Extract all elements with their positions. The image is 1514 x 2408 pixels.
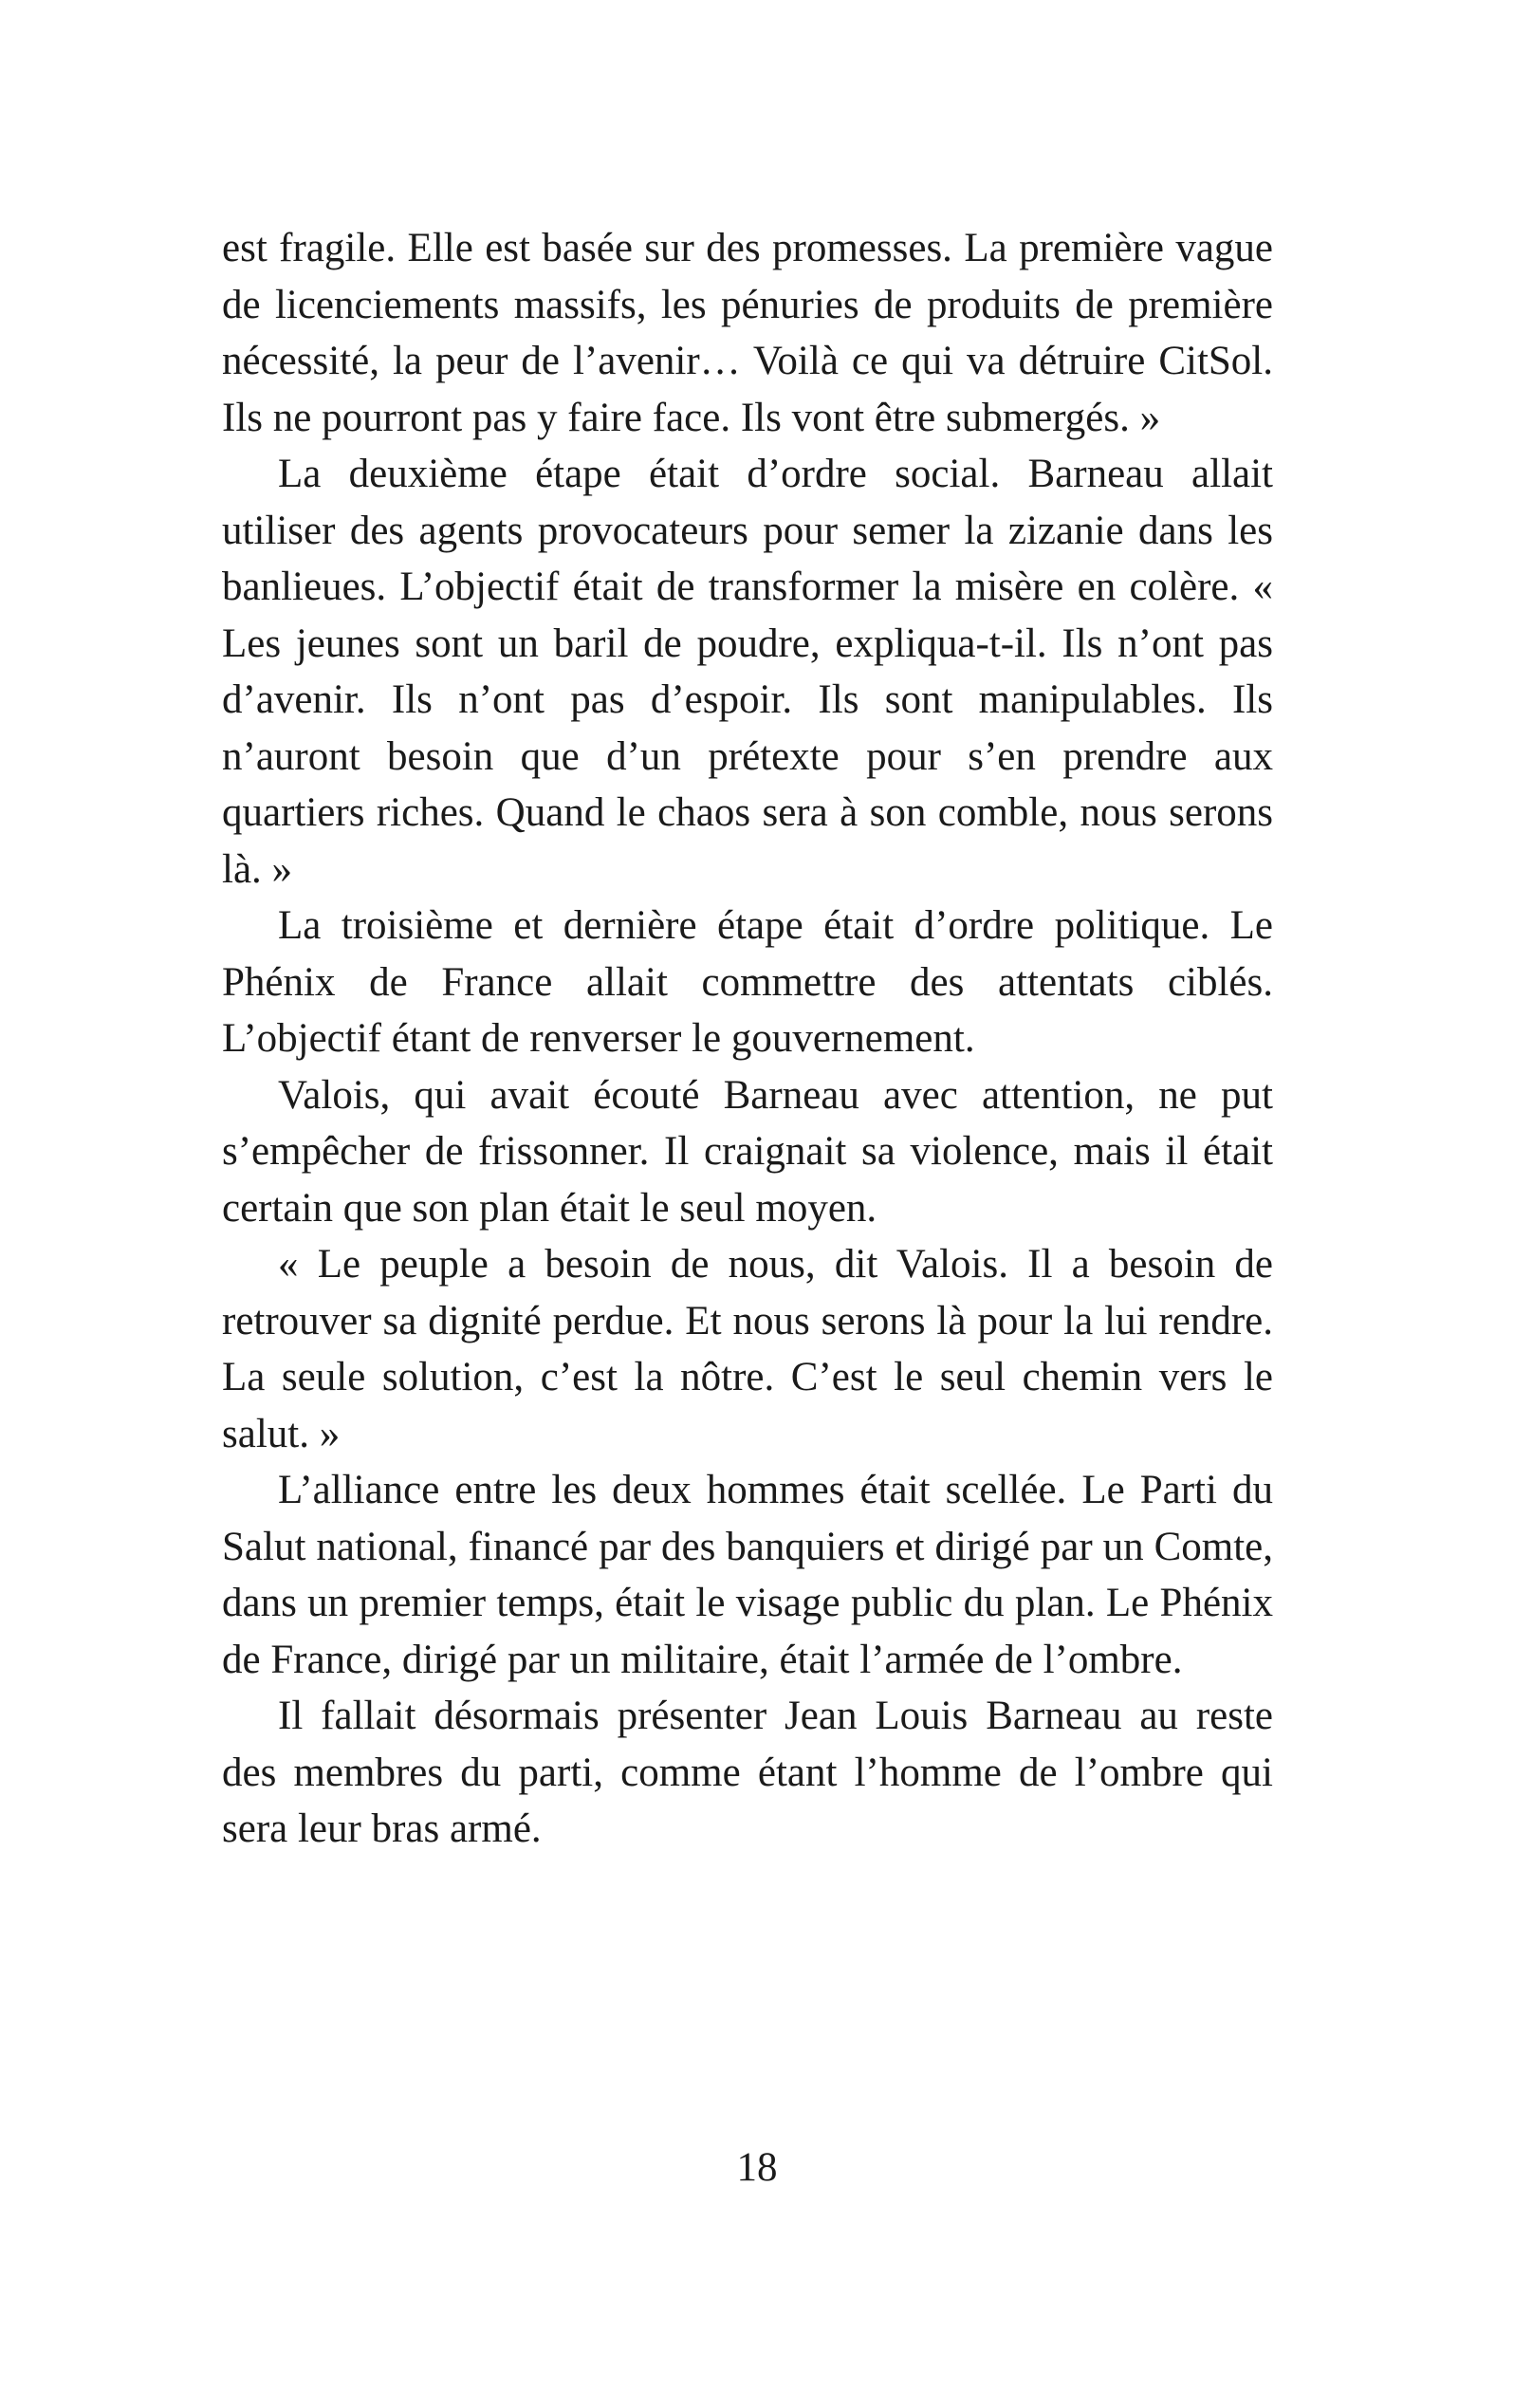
paragraph-presentation: Il fallait désormais présenter Jean Louis Barneau au reste des membres du parti, comme étant l’homme de l’ombre qui sera leur bras armé. bbox=[222, 1694, 1273, 1851]
paragraph-troisieme-etape: La troisième et dernière étape était d’ordre politique. Le Phénix de France allait commettre des attentats ciblés. L’objectif étant de renverser le gouvernement. bbox=[222, 903, 1273, 1061]
page-number: 18 bbox=[736, 2145, 778, 2190]
paragraph-alliance: L’alliance entre les deux hommes était scellée. Le Parti du Salut national, financé par des banquiers et dirigé par un Comte, dans un premier temps, était le visage public du plan. Le Phénix de France, dirigé par un militaire, était l’armée de l’ombre. bbox=[222, 1468, 1273, 1682]
paragraph-valois-dialogue: « Le peuple a besoin de nous, dit Valois. Il a besoin de retrouver sa dignité perdue. Et nous serons là pour la lui rendre. La seule solution, c’est la nôtre. C’est le seul chemin vers le salut. » bbox=[222, 1242, 1273, 1456]
paragraph-continued: est fragile. Elle est basée sur des promesses. La première vague de licenciements massifs, les pénuries de produits de première nécessité, la peur de l’avenir… Voilà ce qui va détruire CitSol. Ils ne pourront pas y faire face. Ils vont être submergés. » bbox=[222, 226, 1273, 440]
body-text bbox=[222, 220, 1273, 1858]
paragraph-valois-ecoute: Valois, qui avait écouté Barneau avec attention, ne put s’empêcher de frissonner. Il craignait sa violence, mais il était certain que son plan était le seul moyen. bbox=[222, 1072, 1273, 1231]
paragraph-deuxieme-etape: La deuxième étape était d’ordre social. Barneau allait utiliser des agents provocateurs pour semer la zizanie dans les banlieues. L’objectif était de transformer la misère en colère. « Les jeunes sont un baril de poudre, expliqua-t-il. Ils n’ont pas d’avenir. Ils n’ont pas d’espoir. Ils sont manipulables. Ils n’auront besoin que d’un prétexte pour s’en prendre aux quartiers riches. Quand le chaos sera à son comble, nous serons là. » bbox=[222, 452, 1273, 892]
